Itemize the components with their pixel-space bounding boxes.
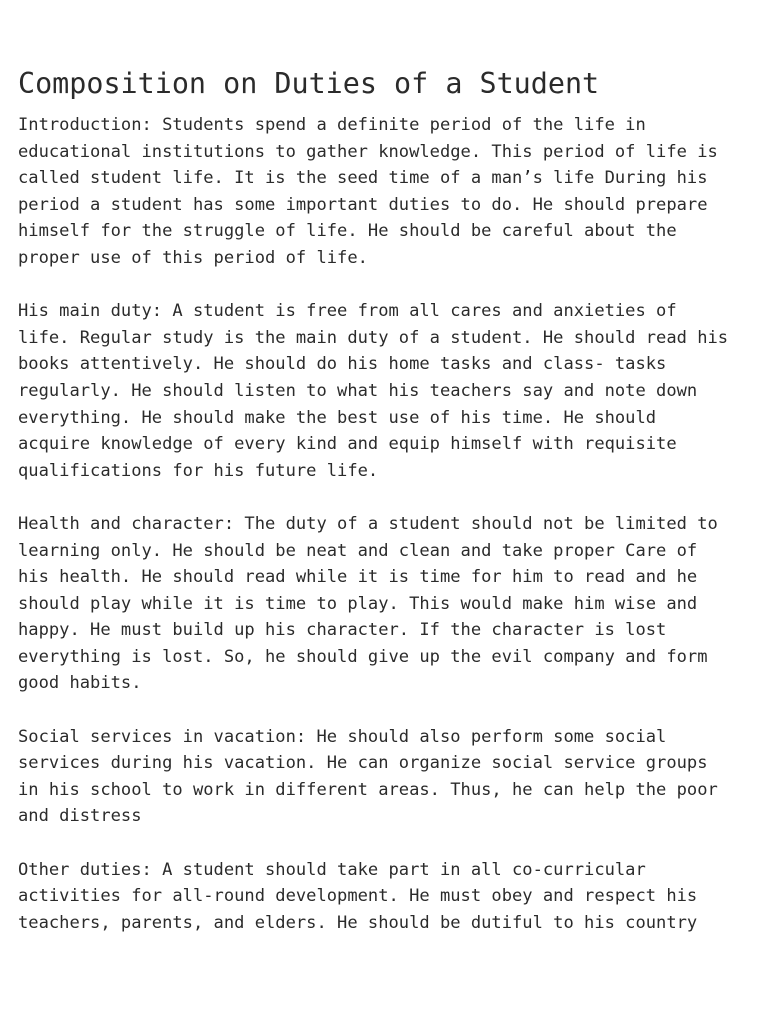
document-page (18, 66, 753, 936)
paragraph-social-services: Social services in vacation: He should also perform some social services during his vacation. He can organize social service groups in his school to work in different areas. Thus, he can help the poor and distress (18, 726, 718, 827)
document-body (18, 112, 753, 936)
paragraph-main-duty: His main duty: A student is free from all cares and anxieties of life. Regular study is the main duty of a student. He should read his books attentively. He should do his home tasks and class- tasks regularly. He should listen to what his teachers say and note down everything. He should make the best use of his time. He should acquire knowledge of every kind and equip himself with requisite qualifications for his future life. (18, 301, 729, 481)
paragraph-introduction: Introduction: Students spend a definite period of the life in educational institutions to gather knowledge. This period of life is called student life. It is the seed time of a man’s life During his period a student has some important duties to do. He should prepare himself for the struggle of life. He should be careful about the proper use of this period of life. (18, 115, 718, 268)
paragraph-health-and-character: Health and character: The duty of a student should not be limited to learning only. He should be neat and clean and take proper Care of his health. He should read while it is time for him to read and he should play while it is time to play. This would make him wise and happy. He must build up his character. If the character is lost everything is lost. So, he should give up the evil company and form good habits. (18, 513, 718, 694)
paragraph-other-duties: Other duties: A student should take part in all co-curricular activities for all-round development. He must obey and respect his teachers, parents, and elders. He should be dutiful to his country (18, 859, 698, 933)
page-title: Composition on Duties of a Student (18, 67, 600, 100)
